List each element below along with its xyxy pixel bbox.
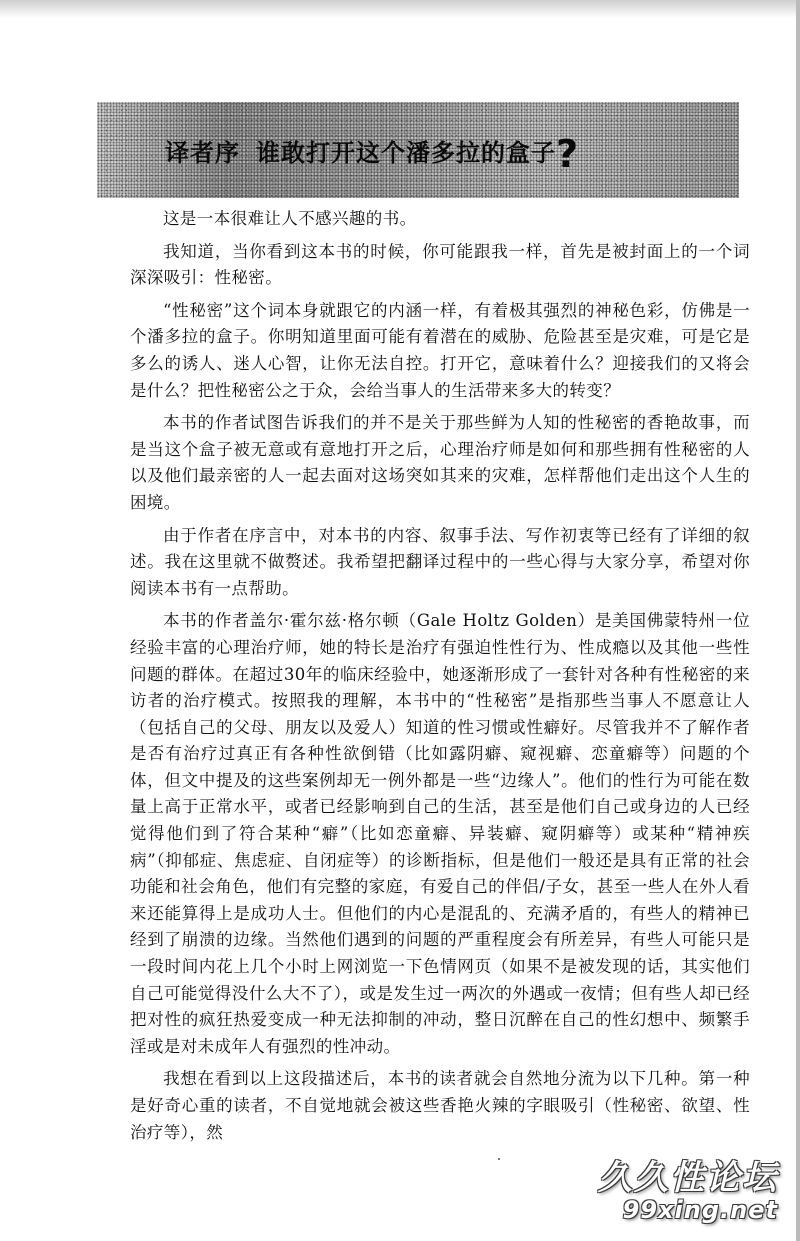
- chapter-title-question-mark: ?: [556, 132, 580, 176]
- chapter-header-banner: [97, 102, 739, 198]
- paragraph-1: 这是一本很难让人不感兴趣的书。: [163, 209, 417, 228]
- chapter-label: 译者序: [165, 139, 240, 167]
- scan-top-shadow: [0, 0, 800, 18]
- body-text: [130, 206, 750, 1146]
- watermark-name: 久久性论坛: [598, 1158, 778, 1198]
- paragraph-6: 本书的作者盖尔·霍尔兹·格尔顿（Gale Holtz Golden）是美国佛蒙特州一位经验丰富的心理治疗师，她的特长是治疗有强迫性性行为、性成瘾以及其他一些性问题的群体。在超过30年的临床经验中，她逐渐形成了一套针对各种有性秘密的来访者的治疗模式。按照我的理解，本书中的“性秘密”是指那些当事人不愿意让人（包括自己的父母、朋友以及爱人）知道的性习惯或性癖好。尽管我并不了解作者是否有治疗过真正有各种性欲倒错（比如露阴癖、窥视癖、恋童癖等）问题的个体，但文中提及的这些案例却无一例外都是一些“边缘人”。他们的性行为可能在数量上高于正常水平，或者已经影响到自己的生活，甚至是他们自己或身边的人已经觉得他们到了符合某种“癖”（比如恋童癖、异装癖、窥阴癖等）或某种“精神疾病”（抑郁症、焦虑症、自闭症等）的诊断指标，但是他们一般还是具有正常的社会功能和社会角色，他们有完整的家庭，有爱自己的伴侣/子女，甚至一些人在外人看来还能算得上是成功人士。但他们的内心是混乱的、充满矛盾的，有些人的精神已经到了崩溃的边缘。当然他们遇到的问题的严重程度会有所差异，有些人可能只是一段时间内花上几个小时上网浏览一下色情网页（如果不是被发现的话，其实他们自己可能觉得没什么大不了），或是发生过一两次的外遇或一夜情；但有些人却已经把对性的疯狂热爱变成一种无法抑制的冲动，整日沉醉在自己的性幻想中、频繁手淫或是对未成年人有强烈的性冲动。: [130, 611, 750, 1056]
- paragraph-3: “性秘密”这个词本身就跟它的内涵一样，有着极其强烈的神秘色彩，仿佛是一个潘多拉的盒子。你明知道里面可能有着潜在的威胁、危险甚至是灾难，可是它是多么的诱人、迷人心智，让你无法自控。打开它，意味着什么？迎接我们的又将会是什么？把性秘密公之于众，会给当事人的生活带来多大的转变？: [130, 300, 750, 400]
- paragraph-5: 由于作者在序言中，对本书的内容、叙事手法、写作初衷等已经有了详细的叙述。我在这里就不做赘述。我希望把翻译过程中的一些心得与大家分享，希望对你阅读本书有一点帮助。: [130, 525, 750, 598]
- chapter-title: 谁敢打开这个潘多拉的盒子: [256, 139, 556, 167]
- site-watermark: [598, 1159, 778, 1223]
- chapter-heading: [165, 132, 579, 176]
- paragraph-2: 我知道，当你看到这本书的时候，你可能跟我一样，首先是被封面上的一个词深深吸引：性秘密。: [130, 241, 750, 288]
- scan-right-edge: [796, 0, 800, 1241]
- scan-speck: [498, 1158, 500, 1160]
- paragraph-7: 我想在看到以上这段描述后，本书的读者就会自然地分流为以下几种。第一种是好奇心重的读者，不自觉地就会被这些香艳火辣的字眼吸引（性秘密、欲望、性治疗等），然: [130, 1069, 750, 1142]
- paragraph-4: 本书的作者试图告诉我们的并不是关于那些鲜为人知的性秘密的香艳故事，而是当这个盒子被无意或有意地打开之后，心理治疗师是如何和那些拥有性秘密的人以及他们最亲密的人一起去面对这场突如其来的灾难，怎样帮他们走出这个人生的困境。: [130, 413, 750, 512]
- watermark-url: 99xing.net: [622, 1196, 778, 1224]
